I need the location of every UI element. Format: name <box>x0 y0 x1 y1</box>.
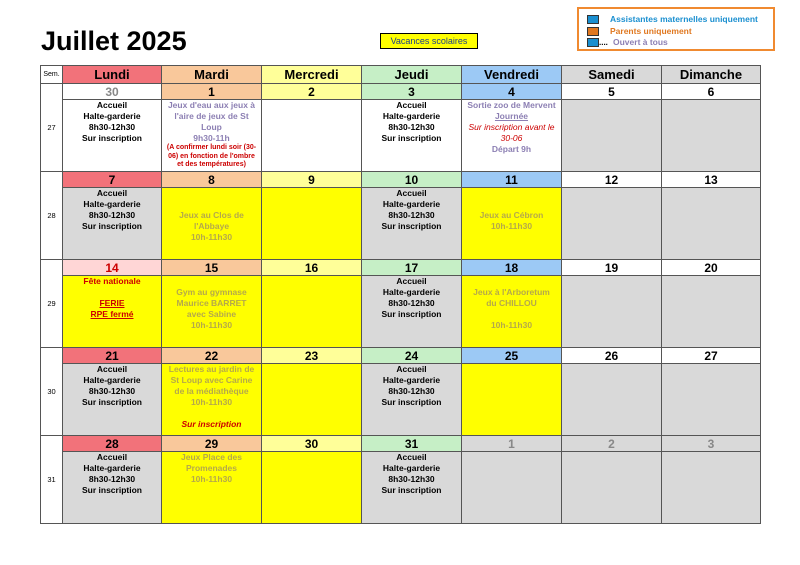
day-number: 28 <box>63 436 162 452</box>
day-number: 19 <box>562 260 662 276</box>
week-number: 30 <box>41 348 63 436</box>
day-number: 2 <box>262 84 362 100</box>
day-cell <box>562 364 662 436</box>
day-number: 5 <box>562 84 662 100</box>
day-number: 7 <box>63 172 162 188</box>
day-number: 11 <box>462 172 562 188</box>
day-cell <box>262 364 362 436</box>
day-cell <box>562 276 662 348</box>
square-icon <box>587 38 599 47</box>
day-number: 30 <box>63 84 162 100</box>
day-number: 26 <box>562 348 662 364</box>
header-mercredi: Mercredi <box>262 66 362 84</box>
day-number: 23 <box>262 348 362 364</box>
day-cell: Jeux Place des Promenades 10h-11h30 <box>162 452 262 524</box>
day-number: 9 <box>262 172 362 188</box>
day-number: 3 <box>362 84 462 100</box>
calendar-table <box>40 65 761 524</box>
day-number-row <box>41 436 761 452</box>
day-cell: Lectures au jardin de St Loup avec Carine de la médiathèque 10h-11h30 Sur inscription <box>162 364 262 436</box>
day-number: 18 <box>462 260 562 276</box>
day-cell <box>662 276 761 348</box>
day-cell: Jeux au Cébron 10h-11h30 <box>462 188 562 260</box>
header-sem: Sem. <box>41 66 63 84</box>
vacances-legend: Vacances scolaires <box>380 33 478 49</box>
header-jeudi: Jeudi <box>362 66 462 84</box>
day-cell <box>662 364 761 436</box>
day-number: 8 <box>162 172 262 188</box>
legend-box: Assistantes maternelles uniquement Parents uniquement .... Ouvert à tous <box>577 7 775 51</box>
day-cell <box>262 100 362 172</box>
day-content-row <box>41 364 761 436</box>
day-cell: Accueil Halte-garderie 8h30-12h30 Sur inscription <box>63 452 162 524</box>
day-number: 30 <box>262 436 362 452</box>
day-cell: Accueil Halte-garderie 8h30-12h30 Sur inscription <box>63 364 162 436</box>
day-content-row <box>41 100 761 172</box>
day-number: 24 <box>362 348 462 364</box>
day-number: 15 <box>162 260 262 276</box>
day-content-row <box>41 188 761 260</box>
day-cell <box>562 452 662 524</box>
day-cell <box>562 100 662 172</box>
week-number: 29 <box>41 260 63 348</box>
square-icon <box>587 27 599 36</box>
day-cell <box>262 276 362 348</box>
day-number: 25 <box>462 348 562 364</box>
header-mardi: Mardi <box>162 66 262 84</box>
day-cell: Jeux au Clos de l'Abbaye 10h-11h30 <box>162 188 262 260</box>
day-cell <box>462 452 562 524</box>
day-number-row <box>41 348 761 364</box>
day-cell <box>262 452 362 524</box>
day-number: 10 <box>362 172 462 188</box>
day-cell: Jeux d'eau aux jeux à l'aire de jeux de St Loup 9h30-11h (A confirmer lundi soir (30- 06) en fonction de l'ombre et des températures) <box>162 100 262 172</box>
day-number: 3 <box>662 436 761 452</box>
day-cell <box>262 188 362 260</box>
week-number: 27 <box>41 84 63 172</box>
day-cell <box>662 452 761 524</box>
day-number: 21 <box>63 348 162 364</box>
day-content-row <box>41 452 761 524</box>
day-cell <box>462 364 562 436</box>
day-number: 4 <box>462 84 562 100</box>
day-number: 20 <box>662 260 761 276</box>
day-cell: Sortie zoo de Mervent Journée Sur inscription avant le 30-06 Départ 9h <box>462 100 562 172</box>
day-cell: Accueil Halte-garderie 8h30-12h30 Sur inscription <box>63 188 162 260</box>
day-cell: Fête nationale FERIE RPE fermé <box>63 276 162 348</box>
day-number: 13 <box>662 172 761 188</box>
day-cell <box>662 100 761 172</box>
day-cell <box>562 188 662 260</box>
day-number: 1 <box>462 436 562 452</box>
day-number: 2 <box>562 436 662 452</box>
header-dimanche: Dimanche <box>662 66 761 84</box>
square-icon <box>587 15 599 24</box>
day-cell: Gym au gymnase Maurice BARRET avec Sabine 10h-11h30 <box>162 276 262 348</box>
day-number: 31 <box>362 436 462 452</box>
day-number: 29 <box>162 436 262 452</box>
week-number: 28 <box>41 172 63 260</box>
day-number: 12 <box>562 172 662 188</box>
day-cell: Accueil Halte-garderie 8h30-12h30 Sur inscription <box>362 364 462 436</box>
page-title: Juillet 2025 <box>41 26 187 56</box>
day-cell <box>662 188 761 260</box>
day-cell: Accueil Halte-garderie 8h30-12h30 Sur inscription <box>63 100 162 172</box>
day-cell: Accueil Halte-garderie 8h30-12h30 Sur inscription <box>362 452 462 524</box>
day-number-row <box>41 84 761 100</box>
day-content-row <box>41 276 761 348</box>
header-lundi: Lundi <box>63 66 162 84</box>
day-cell: Accueil Halte-garderie 8h30-12h30 Sur inscription <box>362 100 462 172</box>
header-samedi: Samedi <box>562 66 662 84</box>
day-number: 1 <box>162 84 262 100</box>
day-number: 22 <box>162 348 262 364</box>
header-row <box>41 66 761 84</box>
header-vendredi: Vendredi <box>462 66 562 84</box>
day-cell: Accueil Halte-garderie 8h30-12h30 Sur inscription <box>362 276 462 348</box>
day-number: 6 <box>662 84 761 100</box>
day-number-row <box>41 172 761 188</box>
day-number: 27 <box>662 348 761 364</box>
day-number: 14 <box>63 260 162 276</box>
day-cell: Accueil Halte-garderie 8h30-12h30 Sur inscription <box>362 188 462 260</box>
day-number: 17 <box>362 260 462 276</box>
day-number: 16 <box>262 260 362 276</box>
day-cell: Jeux à l'Arboretum du CHILLOU 10h-11h30 <box>462 276 562 348</box>
week-number: 31 <box>41 436 63 524</box>
day-number-row <box>41 260 761 276</box>
